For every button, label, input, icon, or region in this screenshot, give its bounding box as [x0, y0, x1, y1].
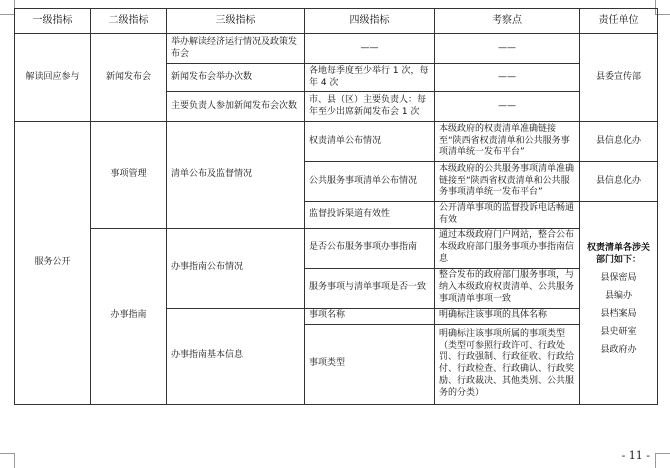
level2-cell: 办事指南: [91, 228, 167, 404]
duty-list-item: 县史研室: [600, 326, 637, 337]
duty-list-title: 权责清单各涉关部门如下：: [586, 243, 650, 266]
duty-list-item: 县保密局: [600, 273, 637, 284]
check-cell: ——: [435, 34, 580, 64]
duty-cell: 县信息化办: [580, 122, 658, 162]
check-cell: 明确标注该事项所属的事项类型（类型可参照行政许可、行政处罚、行政强制、行政征收、行政给付、行政检查、行政确认、行政奖励、行政裁决、其他类别、公共服务的分类）: [435, 324, 580, 404]
level2-cell: 事项管理: [91, 122, 167, 229]
level4-cell: 事项名称: [305, 308, 435, 324]
header-level3: 三级指标: [167, 9, 305, 34]
level3-cell: 主要负责人参加新闻发布会次数: [167, 92, 305, 122]
duty-cell: 县委宣传部: [580, 34, 658, 122]
header-responsible-unit: 责任单位: [580, 9, 658, 34]
crop-mark-bottom-left: [0, 453, 15, 468]
check-cell: 明确标注该事项的具体名称: [435, 308, 580, 324]
header-level4: 四级指标: [305, 9, 435, 34]
level4-cell: 是否公布服务事项办事指南: [305, 228, 435, 268]
check-cell: 本级政府的权责清单准确链接至“陕西省权责清单和公共服务事项清单统一发布平台”: [435, 122, 580, 162]
level4-cell: 各地每季度至少举行 1 次，每年 4 次: [305, 64, 435, 92]
duty-list-item: 县档案局: [600, 308, 637, 319]
level4-cell: 公共服务事项清单公布情况: [305, 162, 435, 202]
level4-cell: 事项类型: [305, 324, 435, 404]
table-row: [15, 228, 658, 268]
table-header-row: [15, 9, 658, 34]
indicator-table: [14, 8, 658, 405]
level3-cell: 办事指南公布情况: [167, 228, 305, 308]
level4-cell: 监督投诉渠道有效性: [305, 202, 435, 229]
check-cell: 整合发布的政府部门服务事项，与纳入本级政府权责清单、公共服务事项清单事项一致: [435, 268, 580, 308]
level4-cell: ——: [305, 34, 435, 64]
header-level2: 二级指标: [91, 9, 167, 34]
check-cell: 通过本级政府门户网站，整合公布本级政府部门服务事项办事指南信息: [435, 228, 580, 268]
level4-cell: 权责清单公布情况: [305, 122, 435, 162]
level3-cell: 举办解读经济运行情况及政策发布会: [167, 34, 305, 64]
duty-list-item: 县编办: [604, 290, 632, 301]
level3-cell: 新闻发布会举办次数: [167, 64, 305, 92]
crop-mark-bottom-right: [655, 453, 670, 468]
duty-cell: 县信息化办: [580, 162, 658, 202]
duty-list-cell: [580, 202, 658, 405]
crop-mark-top-left: [0, 0, 15, 15]
table-row: [15, 122, 658, 162]
table-row: [15, 34, 658, 64]
check-cell: ——: [435, 64, 580, 92]
level3-cell: 办事指南基本信息: [167, 308, 305, 404]
level4-cell: 市、县（区）主要负责人：每年至少出席新闻发布会 1 次: [305, 92, 435, 122]
level2-cell: 新闻发布会: [91, 34, 167, 122]
check-cell: 本级政府的公共服务事项清单准确链接至“陕西省权责清单和公共服务事项清单统一发布平台”: [435, 162, 580, 202]
header-level1: 一级指标: [15, 9, 91, 34]
level1-cell: 服务公开: [15, 122, 91, 405]
header-check-point: 考察点: [435, 9, 580, 34]
level4-cell: 服务事项与清单事项是否一致: [305, 268, 435, 308]
check-cell: ——: [435, 92, 580, 122]
level3-cell: 清单公布及监督情况: [167, 122, 305, 229]
duty-list-item: 县政府办: [600, 344, 637, 355]
page-number: - 11 -: [621, 449, 650, 462]
level1-cell: 解读回应参与: [15, 34, 91, 122]
check-cell: 公开清单事项的监督投诉电话畅通有效: [435, 202, 580, 229]
